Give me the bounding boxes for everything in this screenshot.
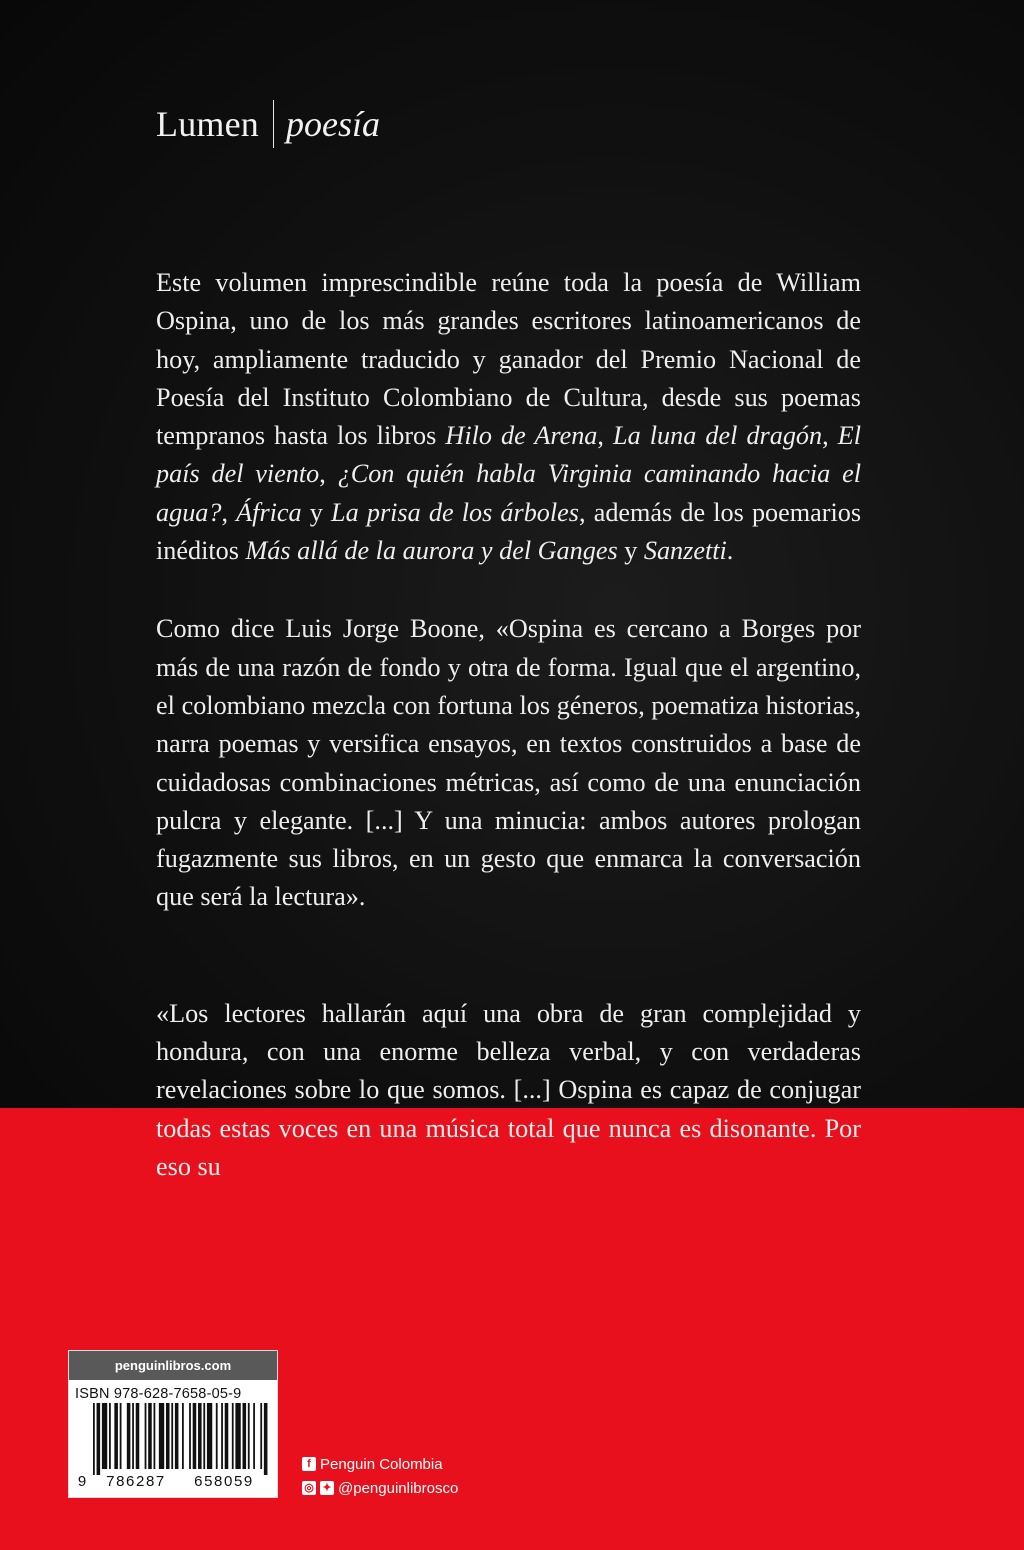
social-links <box>302 1452 458 1500</box>
barcode-bar <box>148 1403 152 1469</box>
barcode-bar <box>175 1403 179 1469</box>
imprint-divider <box>273 100 274 148</box>
barcode-digits-right: 658059 <box>194 1473 254 1490</box>
instagram-twitter-row <box>302 1476 458 1500</box>
back-cover-blurb <box>156 264 862 1181</box>
barcode-bar <box>114 1403 118 1469</box>
blurb-paragraph-2: Como dice Luis Jorge Boone, «Ospina es cercano a Borges por más de una razón de fondo y otra de forma. Igual que el argentino, el colombiano mezcla con fortuna los géneros, poematiza historias, narra poemas y versifica ensayos, en textos construidos a base de cuidadosas combinaciones métricas, así como de una enunciación pulcra y elegante. [...] Y una minucia: ambos autores prologan fugazmente sus libros, en un gesto que enmarca la conversación que será la lectura». <box>156 614 861 912</box>
book-title: El país del viento <box>156 421 862 489</box>
barcode-bar <box>198 1403 202 1469</box>
barcode-bar <box>221 1403 223 1469</box>
barcode-bar <box>232 1403 234 1469</box>
barcode-bar <box>253 1403 255 1469</box>
barcode-image <box>93 1403 271 1475</box>
barcode-bar <box>136 1403 140 1469</box>
barcode-bar <box>145 1403 147 1469</box>
imprint-logo <box>156 96 380 152</box>
barcode-bar <box>225 1403 229 1469</box>
barcode-bar <box>93 1403 95 1475</box>
barcode-bar <box>159 1403 164 1469</box>
barcode-bar <box>207 1403 212 1469</box>
imprint-brand: Lumen <box>156 104 259 144</box>
book-title: Hilo de Arena <box>445 421 598 451</box>
blurb-paragraph-3: «Los lectores hallarán aquí una obra de gran complejidad y hondura, con una enorme belleza verbal, y con verdaderas revelaciones sobre lo que somos. [...] Ospina es capaz de conjugar todas estas voces en una música total que nunca es disonante. Por eso su <box>156 998 861 1181</box>
book-title: África <box>236 497 302 527</box>
isbn-barcode-box <box>68 1350 278 1498</box>
barcode-bar <box>264 1403 268 1475</box>
barcode-bar <box>235 1403 240 1469</box>
facebook-row <box>302 1452 458 1476</box>
barcode-bar <box>182 1403 184 1469</box>
barcode-bar <box>189 1403 191 1469</box>
blurb-text: Este volumen imprescindible reúne toda la poesía de William Ospina, uno de los más grandes escritores latinoamericanos de hoy, ampliamente traducido y ganador del Premio Nacional de Poesía del Instituto Colombiano de Cultura, desde sus poemas tempranos hasta los libros <box>156 268 861 451</box>
instagram-icon: ◎ <box>302 1481 316 1495</box>
barcode-bar <box>260 1403 262 1469</box>
barcode-digits <box>71 1473 275 1490</box>
barcode-digit-first: 9 <box>77 1473 87 1490</box>
publisher-site: penguinlibros.com <box>69 1351 277 1380</box>
barcode-bar <box>166 1403 170 1469</box>
barcode-bar <box>132 1403 134 1469</box>
facebook-icon: f <box>302 1457 316 1471</box>
barcode-bar <box>120 1403 122 1469</box>
barcode-bar <box>102 1403 107 1469</box>
social-handle: @penguinlibrosco <box>338 1479 459 1497</box>
barcode-bar <box>243 1403 247 1469</box>
twitter-icon: ✦ <box>320 1481 334 1495</box>
barcode-bar <box>193 1403 197 1469</box>
blurb-paragraph-1: Este volumen imprescindible reúne toda la poesía de William Ospina, uno de los más grandes escritores latinoamericanos de hoy, ampliamente traducido y ganador del Premio Nacional de Poesía del Instituto Colombiano de Cultura, desde sus poemas tempranos hasta los libros Hilo de Arena, La luna del dragón, El país del viento, ¿Con quién habla Virginia caminando hacia el agua?, África y La prisa de los árboles, además de los poemarios inéditos Más allá de la aurora y del Ganges y Sanzetti. <box>156 268 862 566</box>
facebook-label: Penguin Colombia <box>320 1455 443 1473</box>
book-title: Sanzetti <box>643 536 727 566</box>
barcode-bar <box>171 1403 173 1469</box>
book-title: La luna del dragón <box>613 421 823 451</box>
barcode-bar <box>154 1403 156 1469</box>
book-title: ¿Con quién habla Virginia caminando hacia el agua? <box>156 459 861 527</box>
barcode-bar <box>203 1403 205 1469</box>
book-title: La prisa de los árboles <box>331 497 579 527</box>
isbn-text: ISBN 978-628-7658-05-9 <box>75 1386 242 1402</box>
barcode-bar <box>216 1403 218 1469</box>
barcode-bar <box>127 1403 131 1469</box>
imprint-series: poesía <box>285 104 380 144</box>
barcode-bar <box>109 1403 111 1469</box>
barcode-bar <box>248 1403 250 1469</box>
barcode-bar <box>97 1403 101 1475</box>
barcode-digits-left: 786287 <box>106 1473 166 1490</box>
book-title: Más allá de la aurora y del Ganges <box>245 536 618 566</box>
